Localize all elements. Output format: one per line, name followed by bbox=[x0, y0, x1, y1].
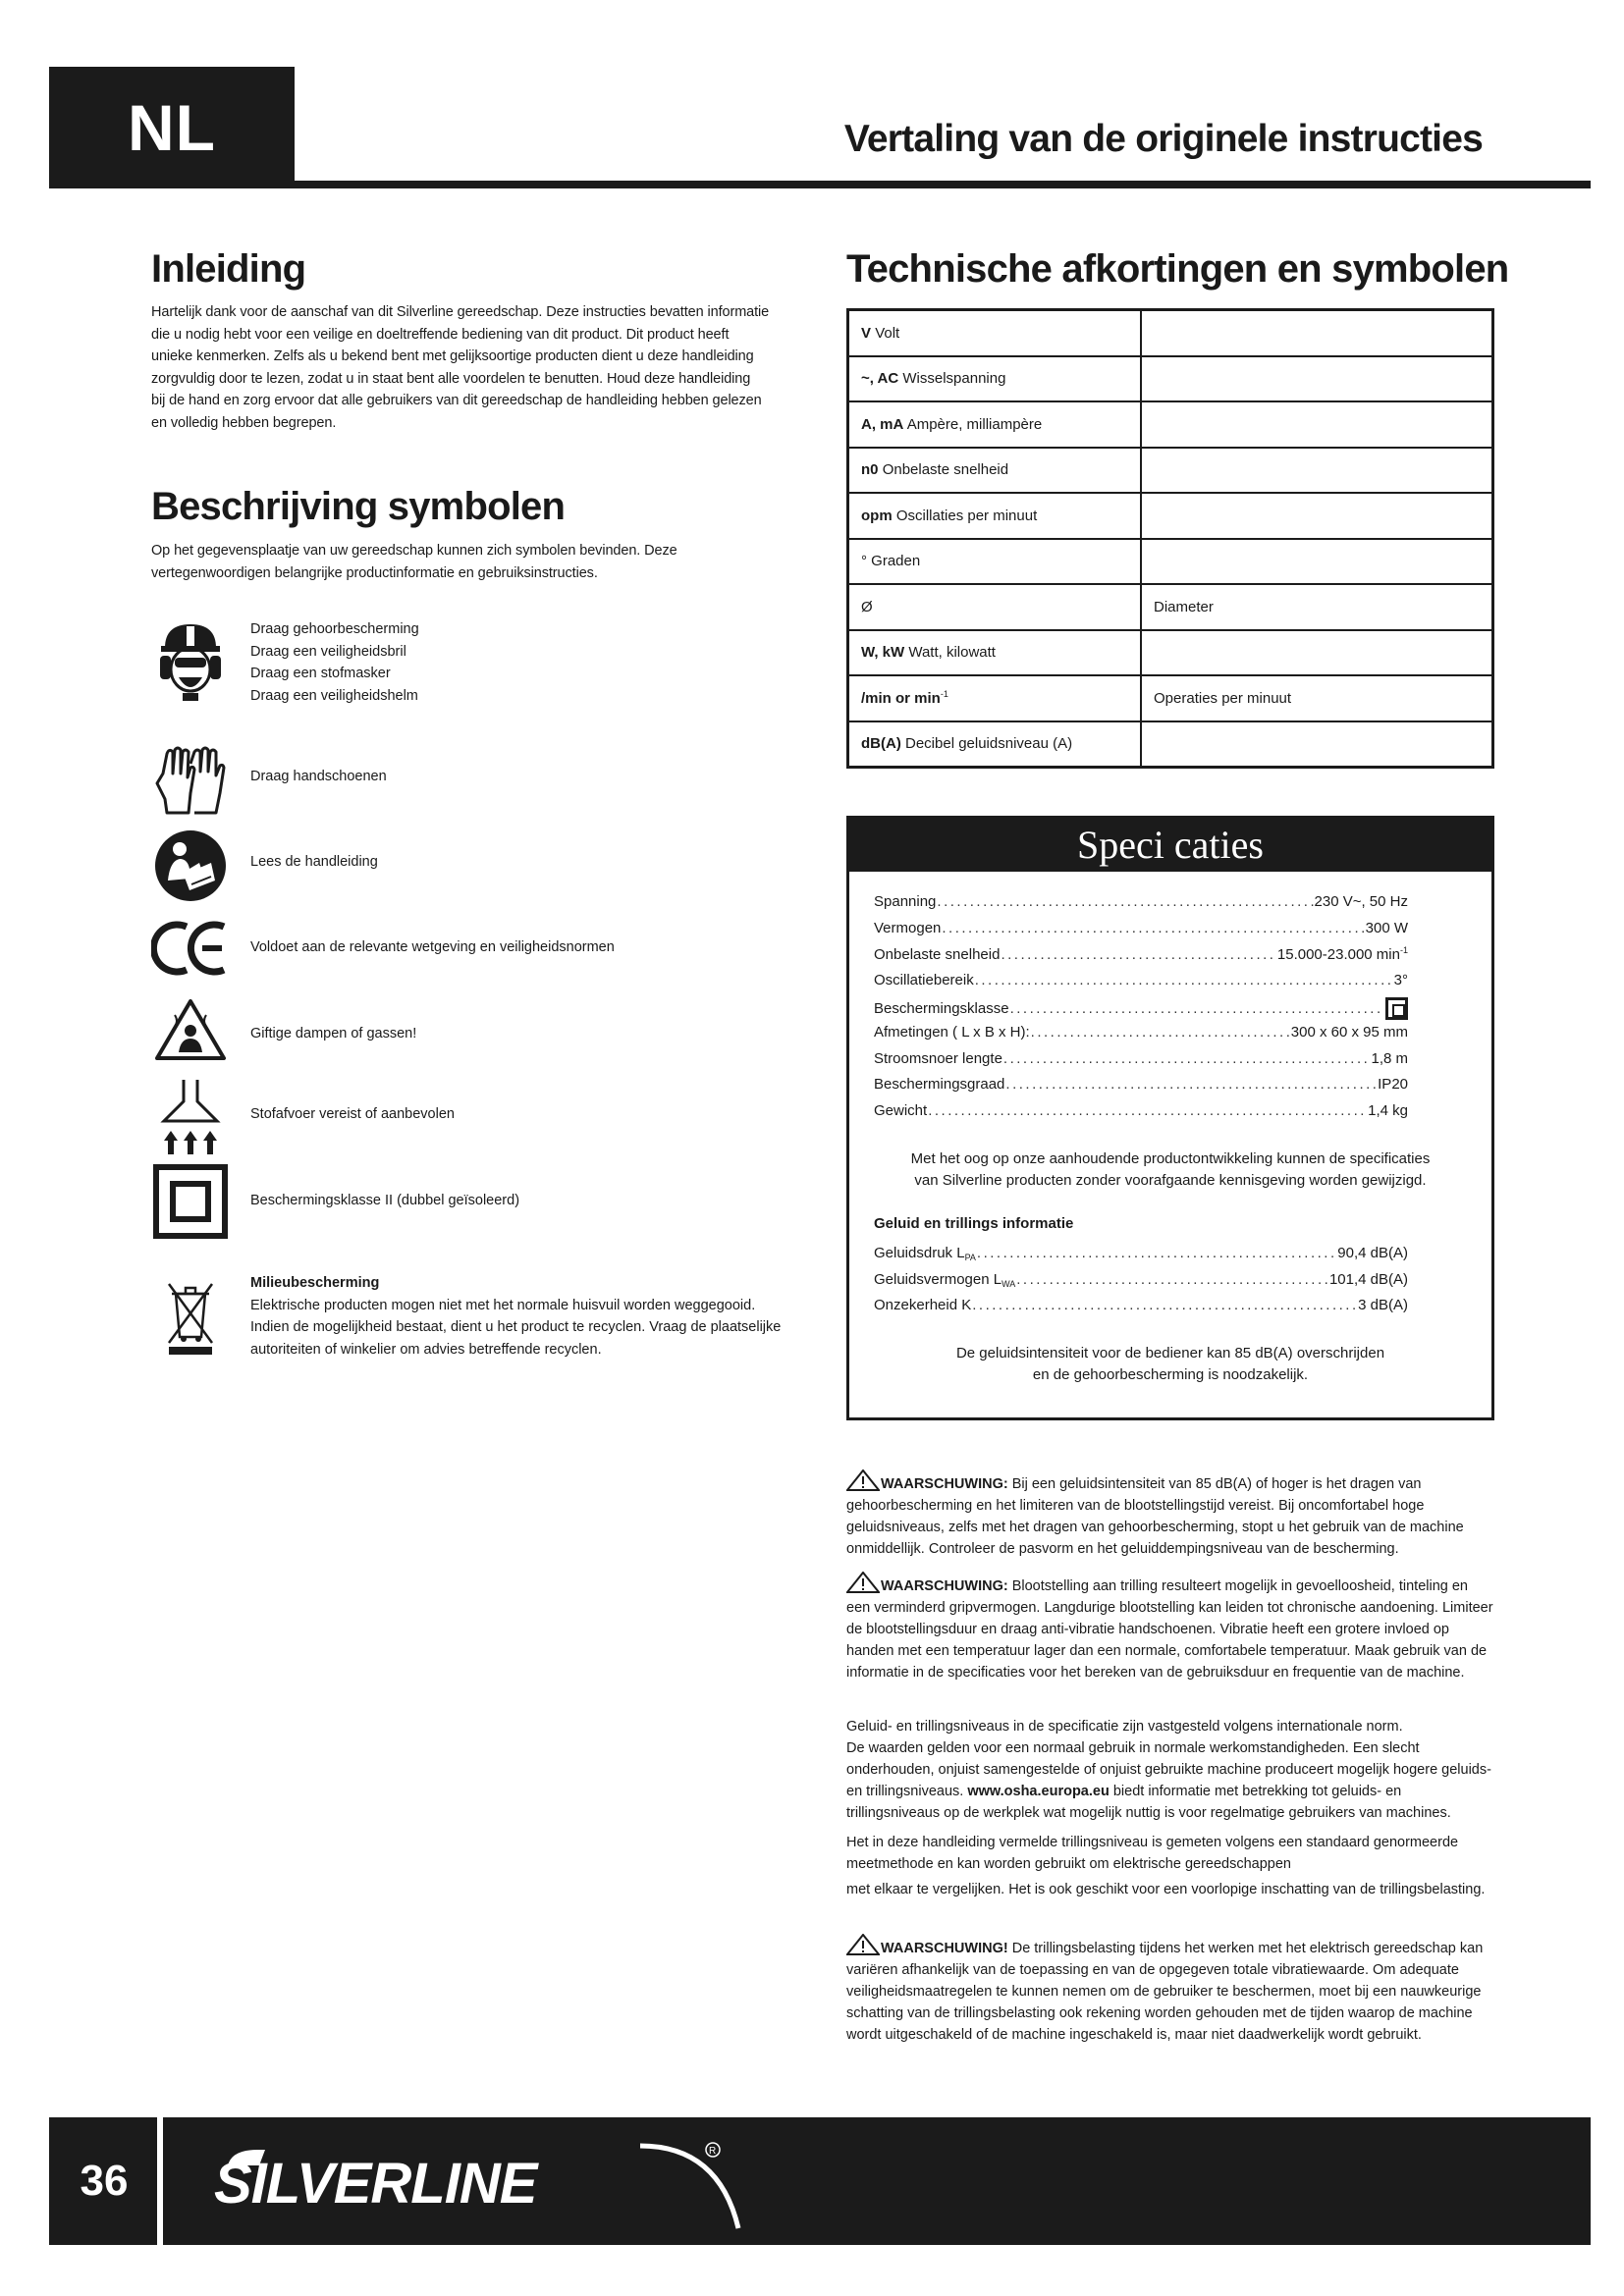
dot-leader bbox=[1001, 946, 1275, 963]
spec-label-text: Stroomsnoer lengte bbox=[874, 1049, 1002, 1067]
spec-label bbox=[874, 1245, 976, 1262]
silverline-logo bbox=[208, 2132, 758, 2235]
specifications-note bbox=[849, 1148, 1491, 1192]
spec-label bbox=[874, 893, 936, 910]
ce-mark-icon bbox=[151, 919, 230, 978]
abbreviation-row bbox=[848, 401, 1493, 448]
spec-label-text: Geluidsdruk L bbox=[874, 1245, 965, 1261]
spec-value bbox=[1394, 972, 1408, 988]
abbreviation-cell bbox=[848, 401, 1142, 448]
abbreviation-meaning bbox=[1141, 356, 1493, 402]
symbol-label: Lees de handleiding bbox=[250, 854, 378, 870]
abbreviation-code: ~, AC bbox=[861, 370, 899, 388]
symbol-label: Draag een veiligheidsbril bbox=[250, 643, 406, 660]
spec-row bbox=[874, 1245, 1408, 1271]
abbreviation-row bbox=[848, 630, 1493, 676]
abbreviation-code: A, mA bbox=[861, 415, 904, 433]
spec-value-text: 300 x 60 x 95 mm bbox=[1290, 1023, 1408, 1041]
intro-line: zorgvuldig door te lezen, zodat u in staat bent alle voordelen te benutten. Houd deze handleiding bbox=[151, 370, 751, 387]
spec-row bbox=[874, 920, 1408, 946]
symbol-label: Draag een stofmasker bbox=[250, 666, 391, 681]
spec-label-text: Geluidsvermogen L bbox=[874, 1270, 1002, 1288]
abbreviation-meaning bbox=[1141, 630, 1493, 676]
spec-subscript: PA bbox=[964, 1253, 976, 1262]
spec-label-text: Oscillatiebereik bbox=[874, 971, 974, 988]
abbreviations-table bbox=[846, 308, 1494, 769]
intro-line: unieke kenmerken. Zelfs als u bekend bent met gelijksoortige producten dient u deze handleiding bbox=[151, 348, 754, 364]
dust-extraction-icon bbox=[151, 1078, 230, 1156]
dot-leader bbox=[1016, 1271, 1328, 1288]
spec-value-text: 15.000-23.000 min bbox=[1276, 946, 1400, 964]
symbols-intro-line: vertegenwoordigen belangrijke productinformatie en gebruiksinstructies. bbox=[151, 564, 598, 581]
symbol-label: Draag handschoenen bbox=[250, 769, 387, 784]
read-manual-icon bbox=[151, 829, 230, 902]
dot-leader bbox=[1003, 1050, 1371, 1067]
symbol-label: Draag gehoorbescherming bbox=[250, 621, 419, 637]
dot-leader bbox=[977, 1245, 1336, 1261]
abbreviation-desc: Ø bbox=[861, 598, 873, 615]
sound-note bbox=[849, 1343, 1491, 1386]
intro-line: en volledig hebben begrepen. bbox=[151, 414, 337, 431]
abbreviation-row bbox=[848, 310, 1493, 356]
spec-label bbox=[874, 1076, 1004, 1093]
abbreviation-cell bbox=[848, 356, 1142, 402]
warning-text: Bij een geluidsintensiteit van 85 dB(A) of hoger is het dragen van gehoorbescherming en het limiteren van de blootstellingstijd vereist. Bij oncomfortabel hoge geluidsniveaus, zelfs met het dragen van gehoorbescherming, stopt u het gebruik van de machine onmiddellijk. Controleer de pasvorm en het geluiddempingsniveau van de bescherming. bbox=[846, 1476, 1464, 1557]
spec-row bbox=[874, 972, 1408, 998]
specifications-heading: Speci caties bbox=[849, 819, 1491, 872]
symbols-intro-line: Op het gegevensplaatje van uw gereedschap kunnen zich symbolen bevinden. Deze bbox=[151, 543, 677, 559]
symbol-label: autoriteiten of winkelier om advies betreffende recyclen. bbox=[250, 1341, 602, 1358]
spec-label-text: Spanning bbox=[874, 893, 937, 910]
spec-value bbox=[1368, 1102, 1408, 1119]
norm-paragraph-1: Geluid- en trillingsniveaus in de specificatie zijn vastgesteld volgens internationale norm. bbox=[846, 1719, 1403, 1735]
dot-leader bbox=[975, 972, 1393, 988]
brand-name: SILVERLINE bbox=[214, 2152, 537, 2216]
spec-value-text: 1,4 kg bbox=[1368, 1101, 1408, 1119]
spec-label-text: Onbelaste snelheid bbox=[874, 946, 1001, 964]
spec-label bbox=[874, 946, 1000, 963]
dot-leader bbox=[1010, 1000, 1384, 1017]
abbreviation-cell bbox=[848, 675, 1142, 721]
class-ii-icon bbox=[151, 1164, 230, 1239]
toxic-fumes-icon bbox=[151, 997, 230, 1062]
class-ii-icon bbox=[1385, 997, 1408, 1020]
spec-value-text: 101,4 dB(A) bbox=[1328, 1270, 1408, 1288]
ppe-head-icon bbox=[151, 618, 230, 701]
spec-row bbox=[874, 893, 1408, 920]
abbreviation-row bbox=[848, 356, 1493, 402]
warning-vibration bbox=[846, 1572, 1494, 1683]
norm-paragraph-2 bbox=[846, 1737, 1494, 1824]
dot-leader bbox=[972, 1297, 1357, 1313]
spec-row bbox=[874, 1102, 1408, 1129]
page-title: Vertaling van de originele instructies bbox=[843, 118, 1483, 160]
spec-row bbox=[874, 1297, 1408, 1323]
abbreviations-heading: Technische afkortingen en symbolen bbox=[846, 247, 1509, 291]
abbreviation-cell bbox=[848, 448, 1142, 494]
spec-value bbox=[1371, 1050, 1408, 1067]
header-rule bbox=[295, 181, 1591, 188]
symbol-label: Draag een veiligheidshelm bbox=[250, 687, 418, 704]
abbreviation-row bbox=[848, 584, 1493, 630]
symbols-intro bbox=[151, 540, 799, 584]
abbreviation-row bbox=[848, 493, 1493, 539]
warning-noise bbox=[846, 1469, 1494, 1560]
abbreviation-row bbox=[848, 675, 1493, 721]
sound-heading: Geluid en trillings informatie bbox=[874, 1215, 1074, 1232]
spec-label bbox=[874, 1297, 971, 1313]
intro-text bbox=[151, 301, 799, 434]
abbreviation-row bbox=[848, 721, 1493, 768]
spec-value bbox=[1277, 945, 1408, 963]
dot-leader bbox=[942, 920, 1364, 936]
spec-label bbox=[874, 1024, 1030, 1041]
spec-label bbox=[874, 1271, 1015, 1289]
abbreviation-meaning bbox=[1141, 721, 1493, 768]
norm-paragraph-4: met elkaar te vergelijken. Het is ook geschikt voor een voorlopige inschatting van de trillingsbelasting. bbox=[846, 1882, 1486, 1897]
environment-heading: Milieubescherming bbox=[250, 1275, 380, 1291]
abbreviation-meaning bbox=[1141, 448, 1493, 494]
symbols-heading: Beschrijving symbolen bbox=[151, 485, 566, 528]
abbreviation-superscript: -1 bbox=[940, 689, 948, 700]
warning-triangle-icon bbox=[846, 1572, 880, 1593]
gloves-icon bbox=[151, 744, 230, 819]
abbreviation-cell bbox=[848, 721, 1142, 768]
abbreviation-meaning: Diameter bbox=[1141, 584, 1493, 630]
abbreviation-desc: Decibel geluidsniveau (A) bbox=[905, 735, 1073, 753]
spec-label bbox=[874, 1102, 927, 1119]
abbreviation-code: V bbox=[861, 324, 872, 342]
abbreviation-meaning bbox=[1141, 493, 1493, 539]
abbreviation-code: W, kW bbox=[861, 644, 905, 662]
abbreviation-code: opm bbox=[861, 507, 893, 524]
spec-label-text: Beschermingsgraad bbox=[874, 1076, 1005, 1094]
abbreviation-meaning: Operaties per minuut bbox=[1141, 675, 1493, 721]
intro-heading: Inleiding bbox=[151, 247, 306, 291]
abbreviation-desc: Volt bbox=[875, 324, 900, 342]
abbreviation-meaning bbox=[1141, 401, 1493, 448]
dot-leader bbox=[1005, 1076, 1377, 1093]
spec-label-text: Gewicht bbox=[874, 1101, 928, 1119]
page-number: 36 bbox=[80, 2157, 129, 2205]
spec-value bbox=[1337, 1245, 1408, 1261]
warning-vibration-load bbox=[846, 1934, 1494, 2046]
spec-label bbox=[874, 972, 974, 988]
symbol-label: Giftige dampen of gassen! bbox=[250, 1026, 417, 1041]
abbreviation-desc: ° Graden bbox=[861, 553, 921, 570]
abbreviation-cell bbox=[848, 584, 1142, 630]
spec-label bbox=[874, 920, 941, 936]
specifications-note-line: Met het oog op onze aanhoudende productontwikkeling kunnen de specificaties bbox=[910, 1150, 1431, 1167]
osha-link[interactable]: www.osha.europa.eu bbox=[967, 1784, 1110, 1799]
abbreviation-desc: Watt, kilowatt bbox=[908, 644, 996, 662]
spec-value bbox=[1291, 1024, 1408, 1041]
sound-list bbox=[874, 1245, 1408, 1323]
warning-text: De trillingsbelasting tijdens het werken met het elektrisch gereedschap kan variëren afhankelijk van de toepassing en van de opgegeven totale vibratiewaarde. Om adequate veiligheidsmaatregelen te kunnen nemen om de gebruiker te beschermen, moet bij een nauwkeurige schatting van de trillingsbelasting ook rekening worden gehouden met de tijden waarop de machine wordt uitgeschakeld of de machine ingeschakeld is, maar niet daadwerkelijk wordt gebruikt. bbox=[846, 1941, 1484, 2043]
spec-subscript: WA bbox=[1001, 1278, 1016, 1289]
spec-row bbox=[874, 1024, 1408, 1050]
weee-bin-icon bbox=[151, 1280, 230, 1357]
spec-label bbox=[874, 1000, 1009, 1017]
warning-label: WAARSCHUWING: bbox=[881, 1578, 1008, 1594]
spec-superscript: -1 bbox=[1399, 945, 1408, 956]
dot-leader bbox=[1031, 1024, 1290, 1041]
sound-note-line: en de gehoorbescherming is noodzakelijk. bbox=[1032, 1366, 1309, 1383]
language-code: NL bbox=[128, 91, 216, 164]
footer-divider bbox=[157, 2117, 163, 2245]
abbreviation-desc: Ampère, milliampère bbox=[906, 415, 1043, 433]
intro-line: bij de hand en zorg ervoor dat alle gebruikers van dit gereedschap de handleiding hebben gelezen bbox=[151, 393, 762, 408]
spec-value bbox=[1358, 1297, 1408, 1313]
spec-label-text: Vermogen bbox=[874, 919, 942, 936]
abbreviation-code: dB(A) bbox=[861, 735, 901, 753]
spec-label-text: Afmetingen ( L x B x H): bbox=[874, 1023, 1030, 1041]
warning-label: WAARSCHUWING! bbox=[881, 1941, 1008, 1956]
spec-value-text: 3° bbox=[1393, 971, 1408, 988]
spec-row bbox=[874, 945, 1408, 972]
spec-value-text: 230 V~, 50 Hz bbox=[1314, 893, 1408, 910]
warning-text: Blootstelling aan trilling resulteert mogelijk in gevoelloosheid, tinteling en een verminderd gripvermogen. Langdurige blootstelling kan leiden tot chronische aandoening. Limiteer de blootstellingsduur en draag anti-vibratie handschoenen. Vibratie heeft een grotere invloed op handen met een temperatuur lager dan een normale, comfortabele temperatuur. Maak gebruik van de informatie in de specificaties voor het bereken van de gebruiksduur en frequentie van de machine. bbox=[846, 1578, 1493, 1681]
abbreviation-cell bbox=[848, 630, 1142, 676]
symbol-label: Stofafvoer vereist of aanbevolen bbox=[250, 1106, 455, 1122]
spec-value-text: IP20 bbox=[1378, 1076, 1408, 1094]
spec-value bbox=[1329, 1271, 1408, 1288]
spec-row bbox=[874, 1050, 1408, 1077]
spec-value-text: 1,8 m bbox=[1371, 1049, 1408, 1067]
symbol-label: Voldoet aan de relevante wetgeving en veiligheidsnormen bbox=[250, 939, 615, 955]
spec-label bbox=[874, 1050, 1002, 1067]
warning-triangle-icon bbox=[846, 1469, 880, 1491]
warning-triangle-icon bbox=[846, 1934, 880, 1955]
specifications-box bbox=[846, 816, 1494, 1420]
spec-value-text: 300 W bbox=[1365, 919, 1408, 936]
abbreviation-code: /min or min bbox=[861, 690, 941, 708]
spec-value bbox=[1366, 920, 1408, 936]
dot-leader bbox=[928, 1102, 1367, 1119]
spec-value bbox=[1315, 893, 1408, 910]
spec-value bbox=[1385, 997, 1408, 1020]
abbreviation-meaning bbox=[1141, 539, 1493, 585]
abbreviation-row bbox=[848, 539, 1493, 585]
abbreviation-cell bbox=[848, 539, 1142, 585]
intro-line: Hartelijk dank voor de aanschaf van dit Silverline gereedschap. Deze instructies bevatten informatie bbox=[151, 304, 770, 320]
spec-row bbox=[874, 1076, 1408, 1102]
abbreviation-cell bbox=[848, 493, 1142, 539]
norm-text: biedt informatie met betrekking tot geluids- en trillingsniveaus op de werkplek wat mogelijk nuttig is voor regelmatige gebruikers van machines. bbox=[846, 1784, 1451, 1821]
spec-value-text: 3 dB(A) bbox=[1358, 1297, 1408, 1314]
svg-text:R: R bbox=[709, 2146, 717, 2157]
norm-paragraph-3: Het in deze handleiding vermelde trillingsniveau is gemeten volgens een standaard genormeerde meetmethode en kan worden gebruikt om elektrische gereedschappen bbox=[846, 1835, 1459, 1872]
sound-note-line: De geluidsintensiteit voor de bediener kan 85 dB(A) overschrijden bbox=[955, 1345, 1385, 1362]
abbreviation-meaning bbox=[1141, 310, 1493, 356]
spec-row bbox=[874, 1271, 1408, 1298]
abbreviation-code: n0 bbox=[861, 461, 879, 479]
spec-label-text: Onzekerheid K bbox=[874, 1297, 972, 1314]
specifications-list bbox=[874, 893, 1408, 1128]
norm-text: De waarden gelden voor een normaal gebruik in normale werkomstandigheden. Een slecht onderhouden, onjuist samengestelde of onjuist gebruikte machine produceert mogelijk hogere geluids- en trillingsniveaus. bbox=[846, 1740, 1491, 1799]
spec-value-text: 90,4 dB(A) bbox=[1337, 1245, 1408, 1261]
abbreviation-desc: Onbelaste snelheid bbox=[882, 461, 1009, 479]
abbreviation-cell bbox=[848, 310, 1142, 356]
abbreviation-row bbox=[848, 448, 1493, 494]
spec-label-text: Beschermingsklasse bbox=[874, 1000, 1009, 1018]
spec-row bbox=[874, 997, 1408, 1024]
spec-value bbox=[1378, 1076, 1408, 1093]
specifications-note-line: van Silverline producten zonder voorafgaande kennisgeving worden gewijzigd. bbox=[914, 1172, 1427, 1189]
symbol-label: Beschermingsklasse II (dubbel geïsoleerd) bbox=[250, 1193, 520, 1208]
dot-leader bbox=[937, 893, 1313, 910]
warning-label: WAARSCHUWING: bbox=[881, 1476, 1008, 1492]
symbol-label: Elektrische producten mogen niet met het normale huisvuil worden weggegooid. bbox=[250, 1297, 756, 1313]
abbreviation-desc: Oscillaties per minuut bbox=[895, 507, 1038, 524]
intro-line: die u nodig hebt voor een veilige en doeltreffende bediening van dit product. Dit product heeft bbox=[151, 326, 730, 343]
abbreviation-desc: Wisselspanning bbox=[902, 370, 1006, 388]
symbol-label: Indien de mogelijkheid bestaat, dient u het product te recyclen. Vraag de plaatselijke bbox=[250, 1319, 782, 1335]
